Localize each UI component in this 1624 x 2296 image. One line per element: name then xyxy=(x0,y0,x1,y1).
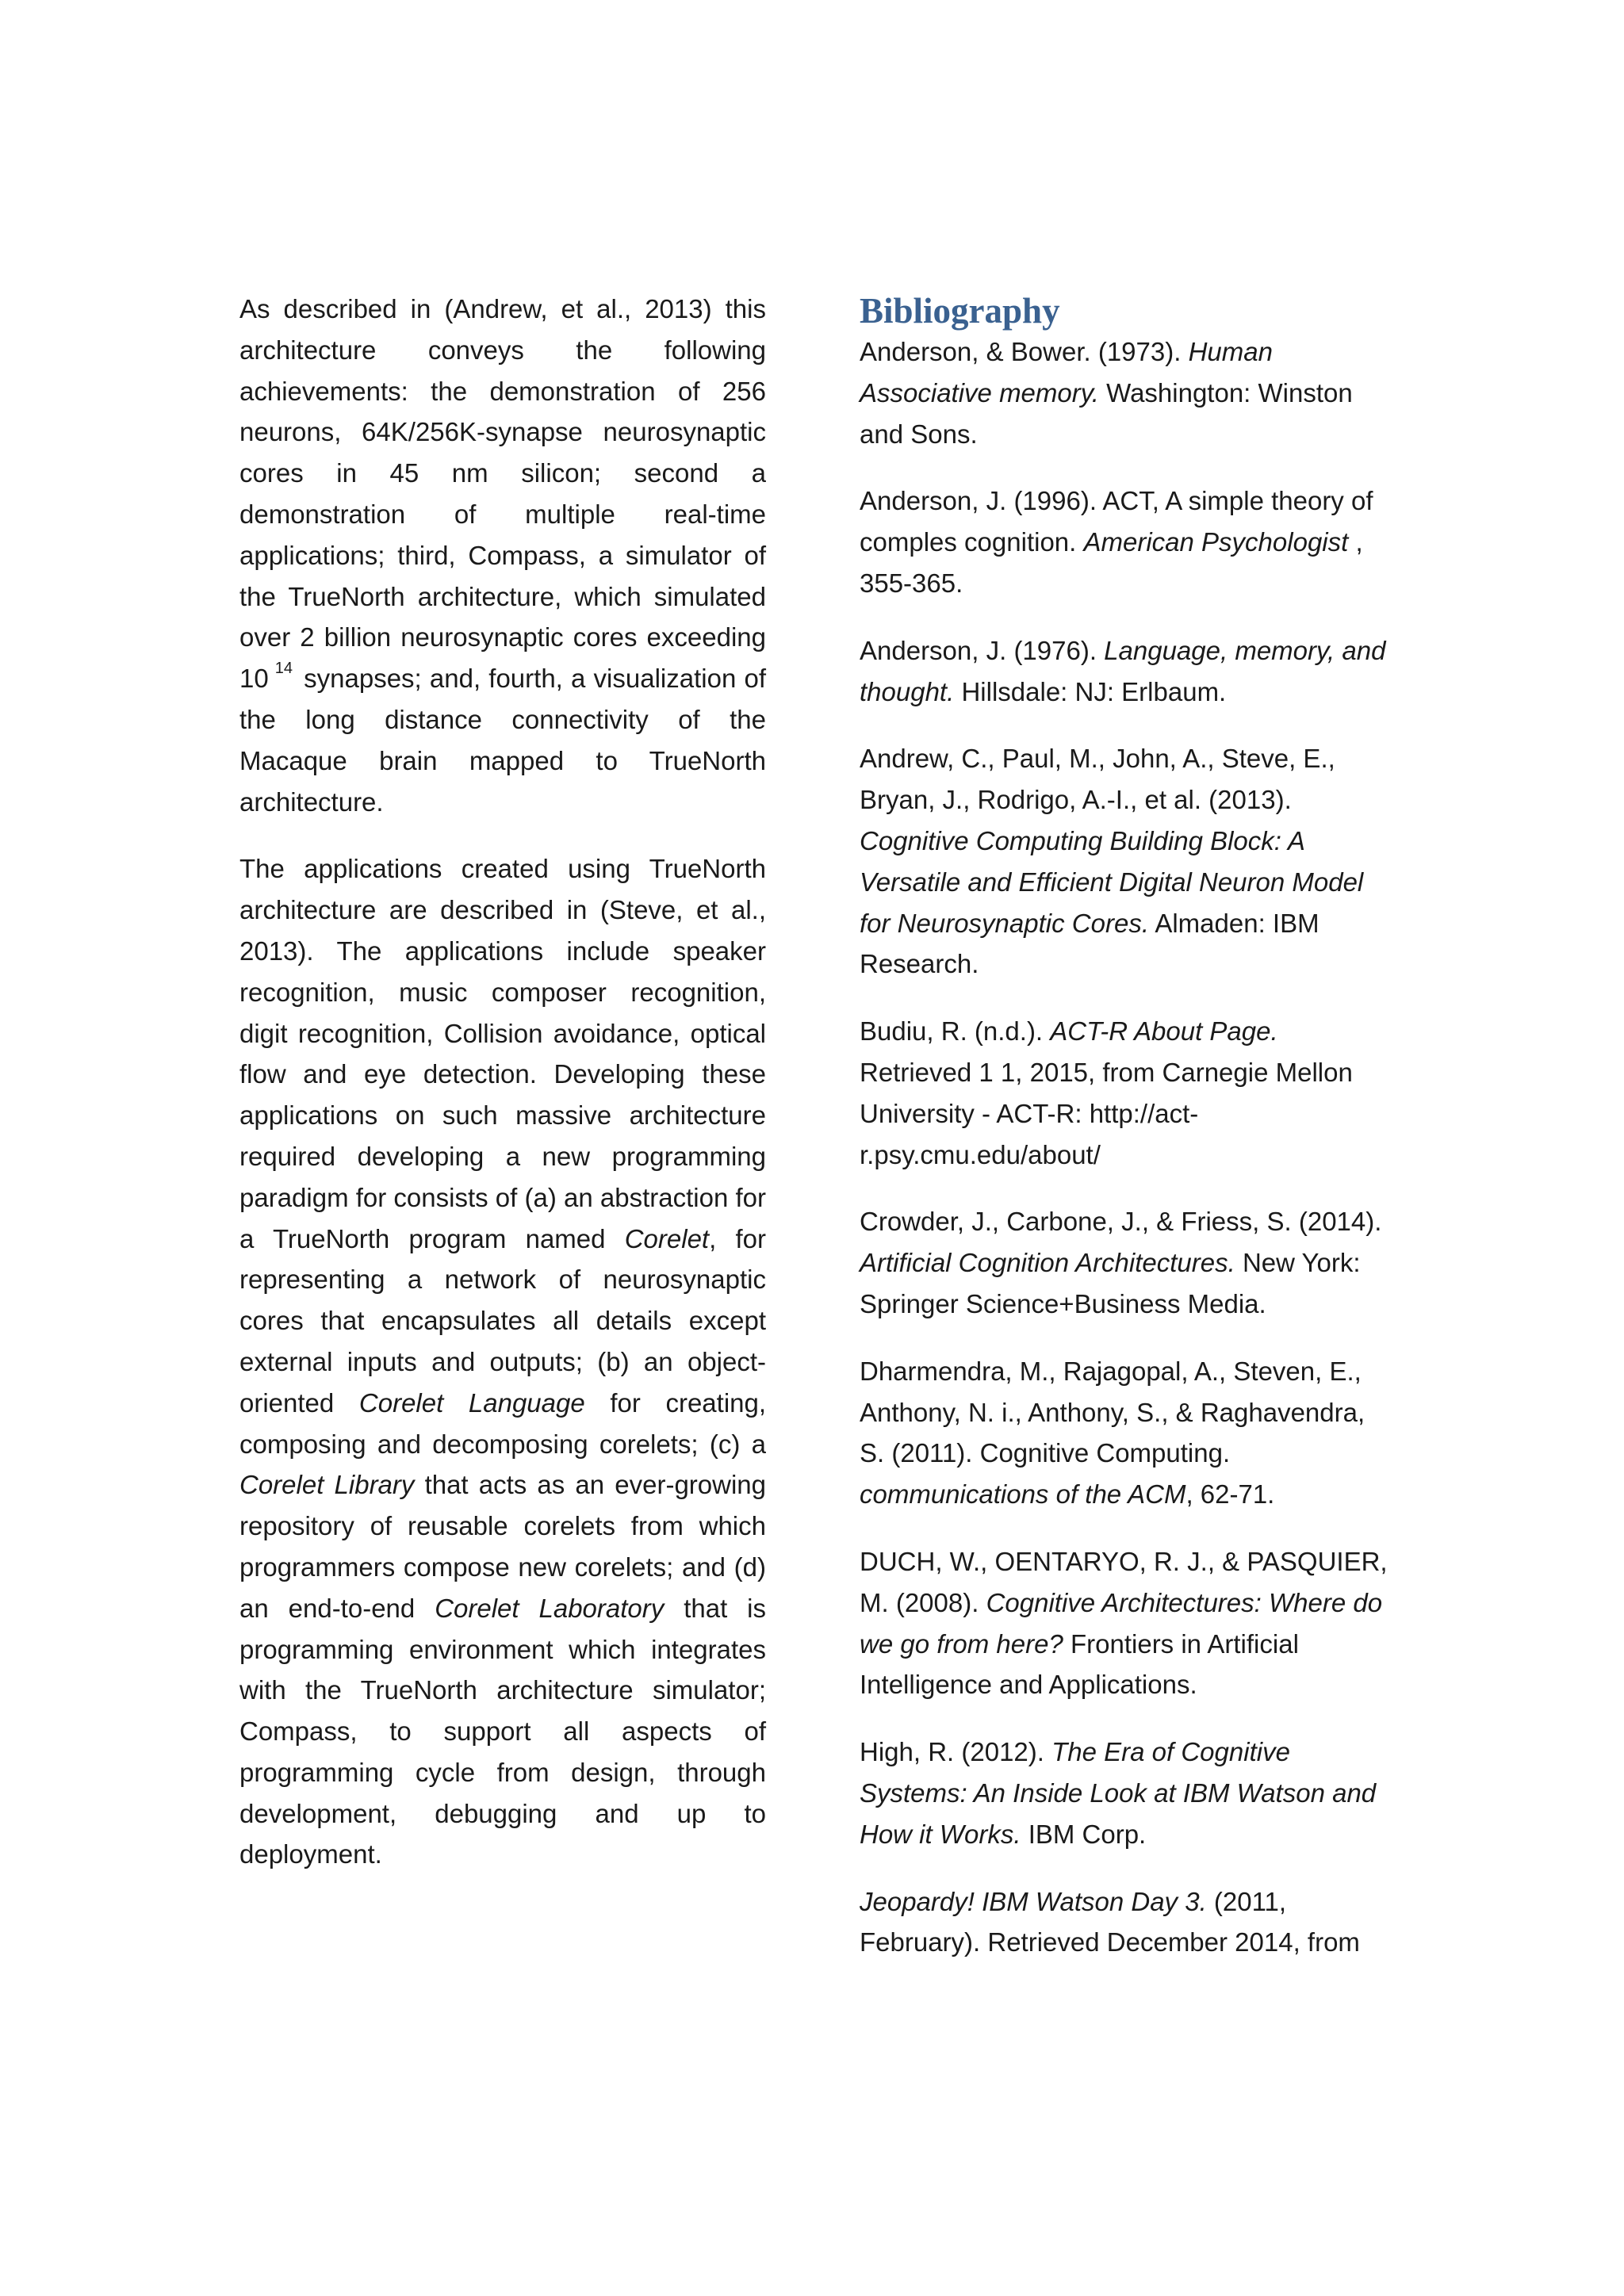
bibliography-heading: Bibliography xyxy=(860,291,1060,331)
para1-text-1: As described in (Andrew, et al., 2013) this architecture conveys the following achievements: the demonstration of 256 neurons, 64K/256K-synapse neurosynaptic cores in 45 nm silicon; second a demonstration of multiple real-time applications; third, Compass, a simulator of the TrueNorth architecture, which simulated over 2 billion neurosynaptic cores exceeding 10 xyxy=(239,294,766,694)
ref-title: Jeopardy! IBM Watson Day 3. xyxy=(860,1886,1207,1916)
ref-title: Human Associative memory. xyxy=(860,337,1273,408)
ref-text-a: DUCH, W., OENTARYO, R. J., & PASQUIER, M. (2008). xyxy=(860,1546,1388,1617)
ref-text-b: (2011, February). Retrieved December 2014, from xyxy=(860,1886,1360,1957)
ref-text-b: Retrieved 1 1, 2015, from Carnegie Mellon University - ACT-R: http://act-r.psy.cmu.edu/about/ xyxy=(860,1057,1353,1169)
ref-text-b: , 62-71. xyxy=(1185,1479,1275,1510)
superscript-exponent: 14 xyxy=(274,660,293,678)
ref-title: ACT-R About Page. xyxy=(1050,1016,1278,1047)
ref-text-a: Anderson, J. (1996). ACT, A simple theory of comples cognition. xyxy=(860,486,1373,557)
ref-title: American Psychologist xyxy=(1083,527,1349,557)
ref-text-b: Hillsdale: NJ: Erlbaum. xyxy=(961,676,1227,706)
ref-text-a: Anderson, J. (1976). xyxy=(860,635,1097,665)
reference-high-2012 xyxy=(860,1732,1392,1854)
ref-title: Artificial Cognition Architectures. xyxy=(860,1248,1235,1278)
ref-text-a: Dharmendra, M., Rajagopal, A., Steven, E., Anthony, N. i., Anthony, S., & Raghavendra, S. (2011). Cognitive Computing. xyxy=(860,1356,1365,1468)
para2-italic-corelet-laboratory: Corelet Laboratory xyxy=(435,1593,665,1623)
ref-text-b: , 355-365. xyxy=(860,527,1363,598)
para2-text-2: , for representing a network of neurosynaptic cores that encapsulates all details except external inputs and outputs; (b) an object-oriented xyxy=(239,1223,766,1418)
para2-text-4: that acts as an ever-growing repository of reusable corelets from which programmers compose new corelets; and (d) an end-to-end xyxy=(239,1470,767,1623)
ref-text-b: New York: Springer Science+Business Media. xyxy=(860,1248,1361,1318)
ref-title: communications of the ACM xyxy=(860,1479,1186,1510)
reference-jeopardy-watson xyxy=(860,1881,1392,1964)
ref-title: Language, memory, and thought. xyxy=(860,635,1386,706)
ref-title: Cognitive Computing Building Block: A Versatile and Efficient Digital Neuron Model for Neurosynaptic Cores. xyxy=(860,825,1364,938)
reference-budiu xyxy=(860,1011,1392,1175)
ref-text-b: Washington: Winston and Sons. xyxy=(860,377,1353,449)
para2-italic-corelet-library: Corelet Library xyxy=(239,1470,415,1500)
reference-dharmendra-2011 xyxy=(860,1351,1392,1515)
para1-text-2: synapses; and, fourth, a visualization of the long distance connectivity of the Macaque brain mapped to TrueNorth architecture. xyxy=(239,664,766,817)
reference-duch-2008 xyxy=(860,1541,1392,1705)
ref-text-b: Almaden: IBM Research. xyxy=(860,908,1320,979)
ref-text-b: IBM Corp. xyxy=(1028,1819,1147,1849)
reference-anderson-bower-1973 xyxy=(860,331,1392,454)
reference-anderson-1976 xyxy=(860,630,1392,713)
ref-text-a: Andrew, C., Paul, M., John, A., Steve, E., Bryan, J., Rodrigo, A.-I., et al. (2013). xyxy=(860,744,1335,815)
ref-text-a: High, R. (2012). xyxy=(860,1737,1044,1767)
left-column xyxy=(239,289,766,1901)
reference-anderson-1996 xyxy=(860,480,1392,603)
para2-italic-corelet: Corelet xyxy=(624,1223,710,1253)
reference-crowder-2014 xyxy=(860,1201,1392,1324)
para2-text-5: that is programming environment which integrates with the TrueNorth architecture simulator; Compass, to support all aspects of programming cycle from design, through development, debugging and up to deployment. xyxy=(239,1593,767,1869)
para2-text-1: The applications created using TrueNorth architecture are described in (Steve, et al., 2013). The applications include speaker recognition, music composer recognition, digit recognition, Collision avoidance, optical flow and eye detection. Developing these applications on such massive architecture required developing a new programming paradigm for consists of (a) an abstraction for a TrueNorth program named xyxy=(239,854,766,1253)
bibliography-column xyxy=(860,289,1392,1963)
paragraph-truenorth-applications xyxy=(239,848,766,1875)
ref-title: Cognitive Architectures: Where do we go from here? xyxy=(860,1587,1383,1659)
ref-text-a: Crowder, J., Carbone, J., & Friess, S. (2014). xyxy=(860,1207,1382,1237)
para2-text-3: for creating, composing and decomposing corelets; (c) a xyxy=(239,1387,767,1459)
para2-italic-corelet-language: Corelet Language xyxy=(358,1387,585,1418)
reference-andrew-2013 xyxy=(860,738,1392,985)
ref-title: The Era of Cognitive Systems: An Inside Look at IBM Watson and How it Works. xyxy=(860,1737,1377,1849)
ref-text-a: Anderson, & Bower. (1973). xyxy=(860,337,1182,366)
ref-text-b: Frontiers in Artificial Intelligence and Applications. xyxy=(860,1628,1299,1700)
paragraph-truenorth-achievements xyxy=(239,289,766,822)
ref-text-a: Budiu, R. (n.d.). xyxy=(860,1016,1044,1047)
